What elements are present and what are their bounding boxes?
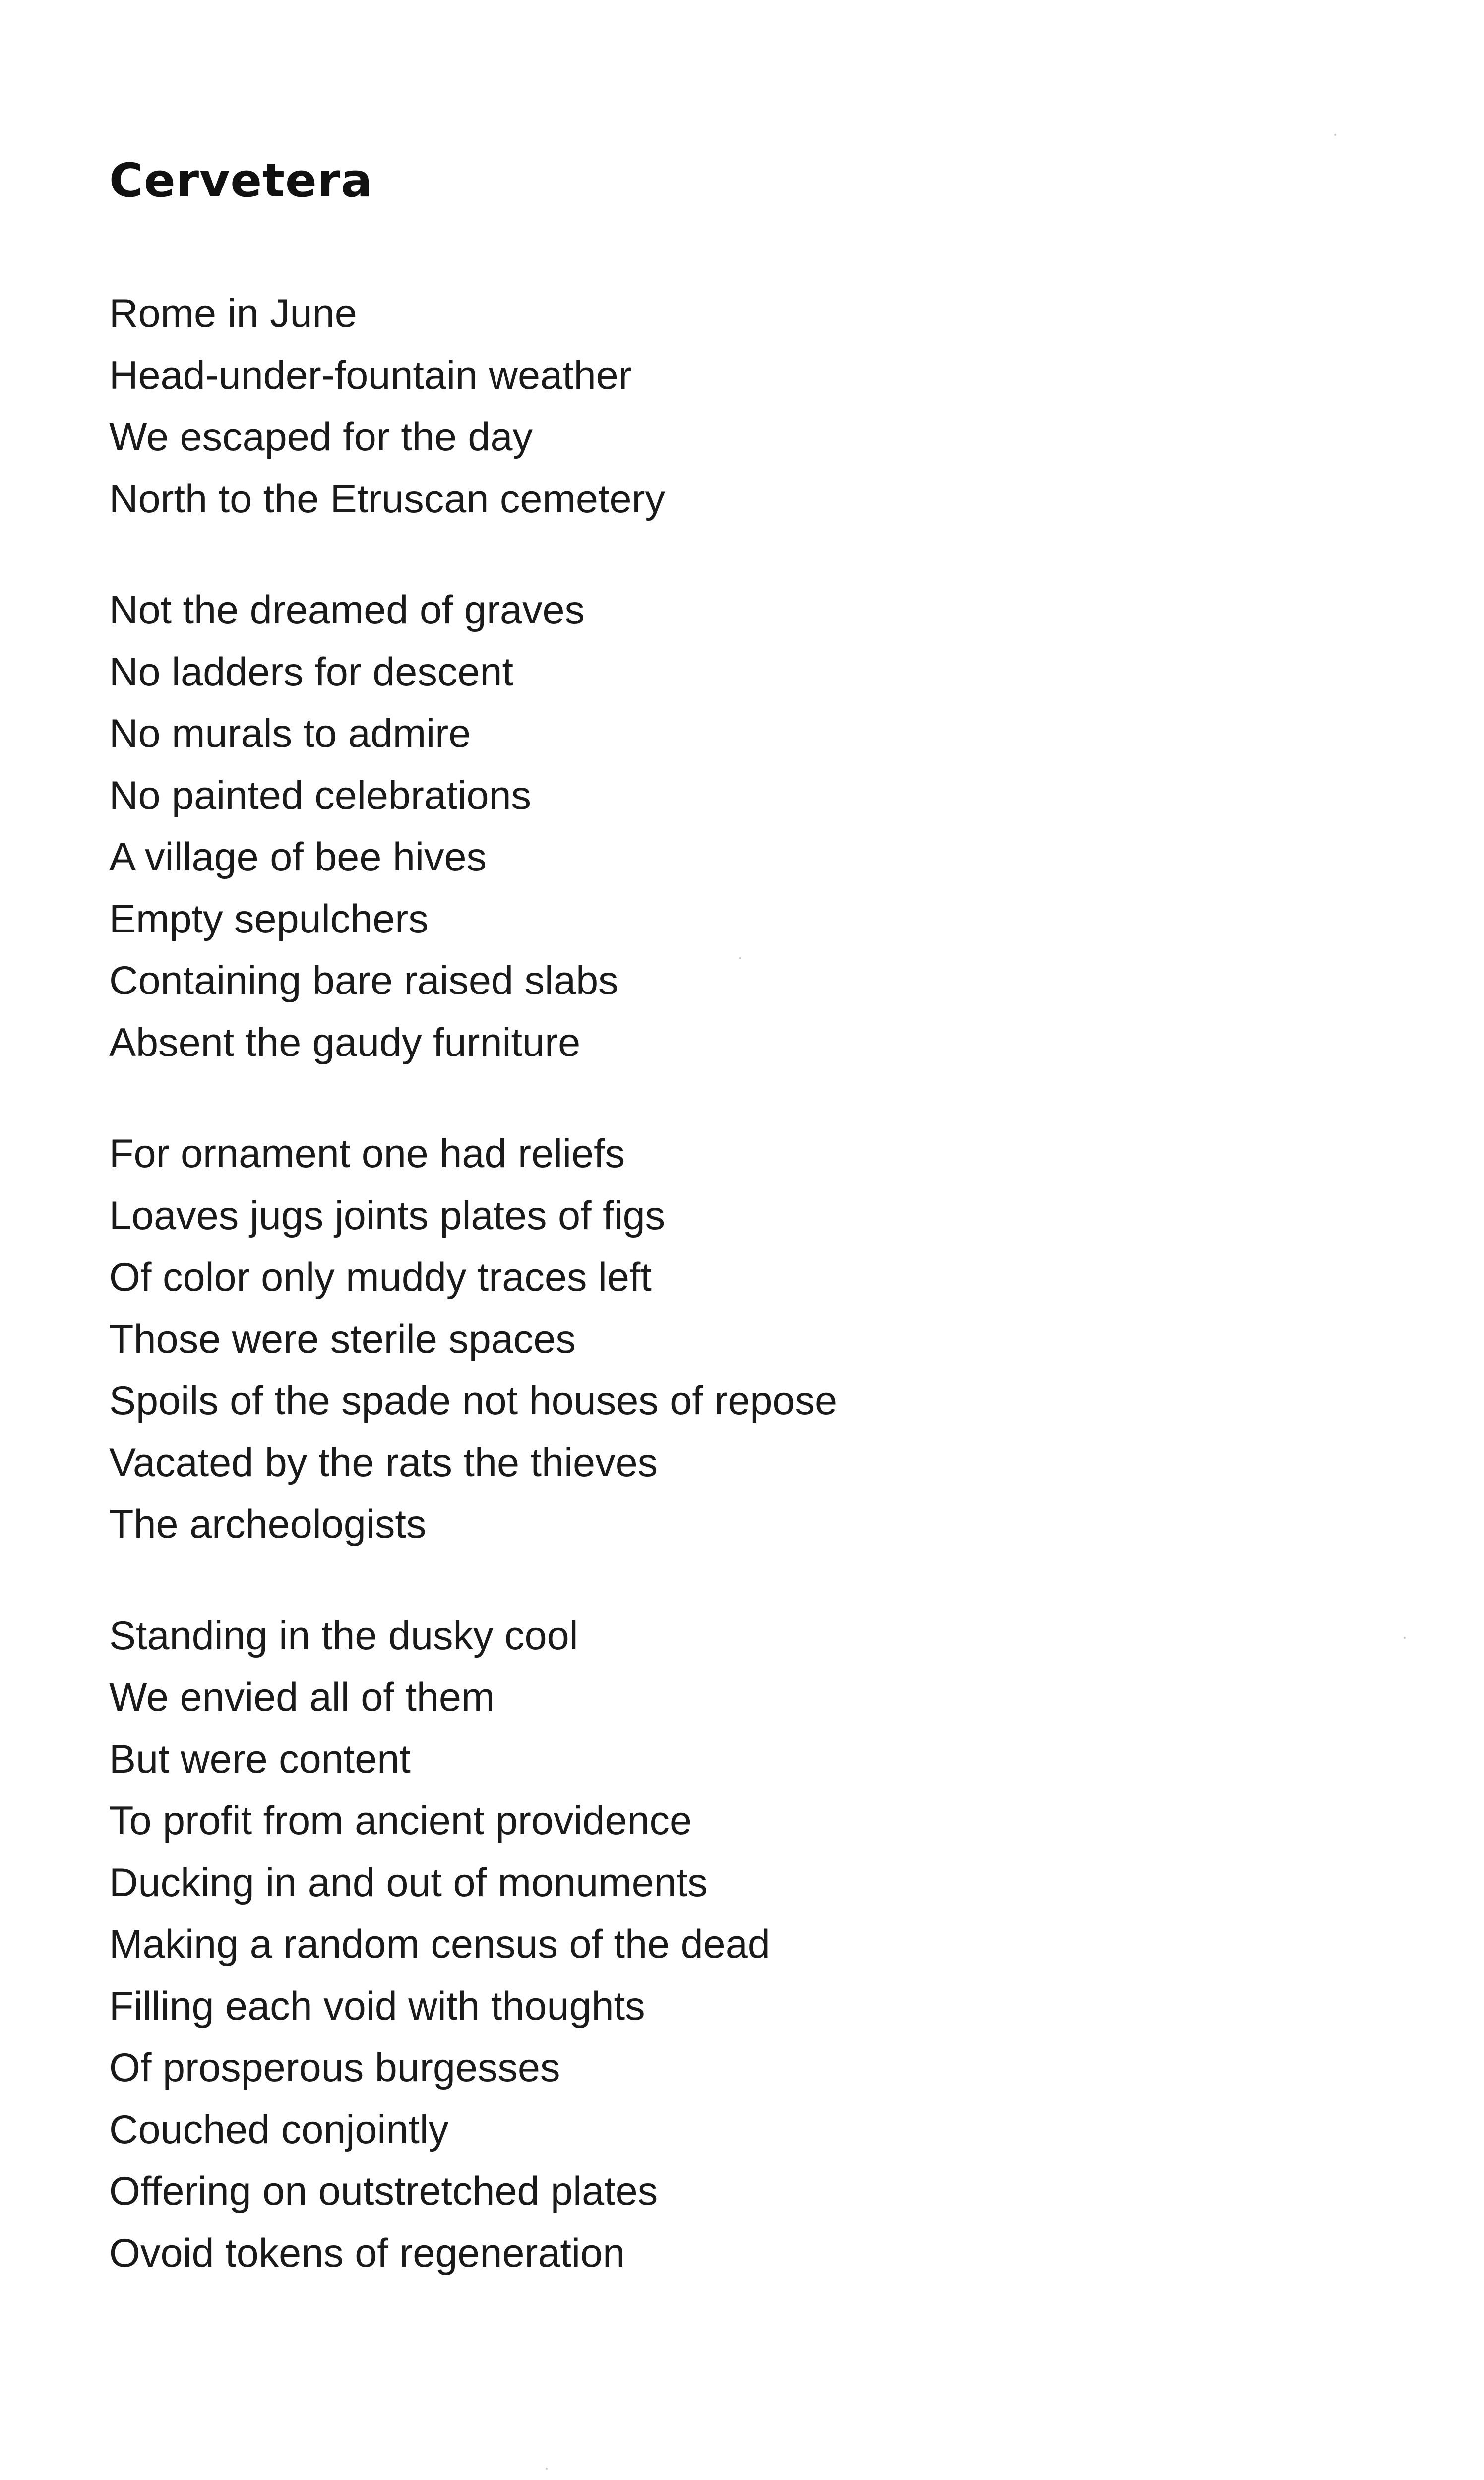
poem-line: Not the dreamed of graves bbox=[109, 588, 585, 632]
stanza bbox=[109, 1605, 1200, 2285]
poem-line: A village of bee hives bbox=[109, 835, 487, 879]
poem-line: Of color only muddy traces left bbox=[109, 1255, 652, 1300]
stanza bbox=[109, 1123, 1200, 1555]
poem-line: Head-under-fountain weather bbox=[109, 353, 632, 398]
poem-line: Making a random census of the dead bbox=[109, 1922, 770, 1967]
poem-line: For ornament one had reliefs bbox=[109, 1131, 625, 1176]
scan-speck bbox=[739, 957, 741, 959]
poem-line: No murals to admire bbox=[109, 711, 471, 756]
stanza bbox=[109, 579, 1200, 1073]
scan-speck bbox=[1404, 1637, 1406, 1639]
poem-line: Vacated by the rats the thieves bbox=[109, 1440, 658, 1485]
poem-body bbox=[109, 283, 1200, 2334]
poem-line: Of prosperous burgesses bbox=[109, 2046, 560, 2090]
poem-line: Those were sterile spaces bbox=[109, 1316, 576, 1362]
poem-line: Couched conjointly bbox=[109, 2107, 449, 2152]
poem-line: Standing in the dusky cool bbox=[109, 1613, 578, 1658]
scan-speck bbox=[1334, 134, 1336, 136]
poem-line: We escaped for the day bbox=[109, 415, 533, 459]
stanza bbox=[109, 283, 1200, 530]
poem-line: Offering on outstretched plates bbox=[109, 2169, 658, 2214]
poem-line: Ducking in and out of monuments bbox=[109, 1860, 708, 1905]
poem-line: Ovoid tokens of regeneration bbox=[109, 2231, 625, 2276]
poem-line: No ladders for descent bbox=[109, 649, 513, 694]
scan-speck bbox=[546, 2468, 548, 2470]
poem-line: To profit from ancient providence bbox=[109, 1798, 692, 1843]
poem-line: We envied all of them bbox=[109, 1675, 495, 1720]
poem-title: Cervetera bbox=[109, 154, 373, 208]
poem-line: North to the Etruscan cemetery bbox=[109, 476, 665, 521]
poem-line: Absent the gaudy furniture bbox=[109, 1020, 581, 1065]
poem-line: Rome in June bbox=[109, 291, 357, 336]
poem-line: But were content bbox=[109, 1736, 411, 1782]
poem-line: The archeologists bbox=[109, 1502, 427, 1547]
poem-line: Loaves jugs joints plates of figs bbox=[109, 1193, 666, 1238]
poem-line: No painted celebrations bbox=[109, 773, 532, 818]
poem-line: Empty sepulchers bbox=[109, 896, 429, 941]
poem-line: Filling each void with thoughts bbox=[109, 1984, 645, 2029]
poem-line: Spoils of the spade not houses of repose bbox=[109, 1378, 838, 1423]
poem-line: Containing bare raised slabs bbox=[109, 958, 618, 1003]
